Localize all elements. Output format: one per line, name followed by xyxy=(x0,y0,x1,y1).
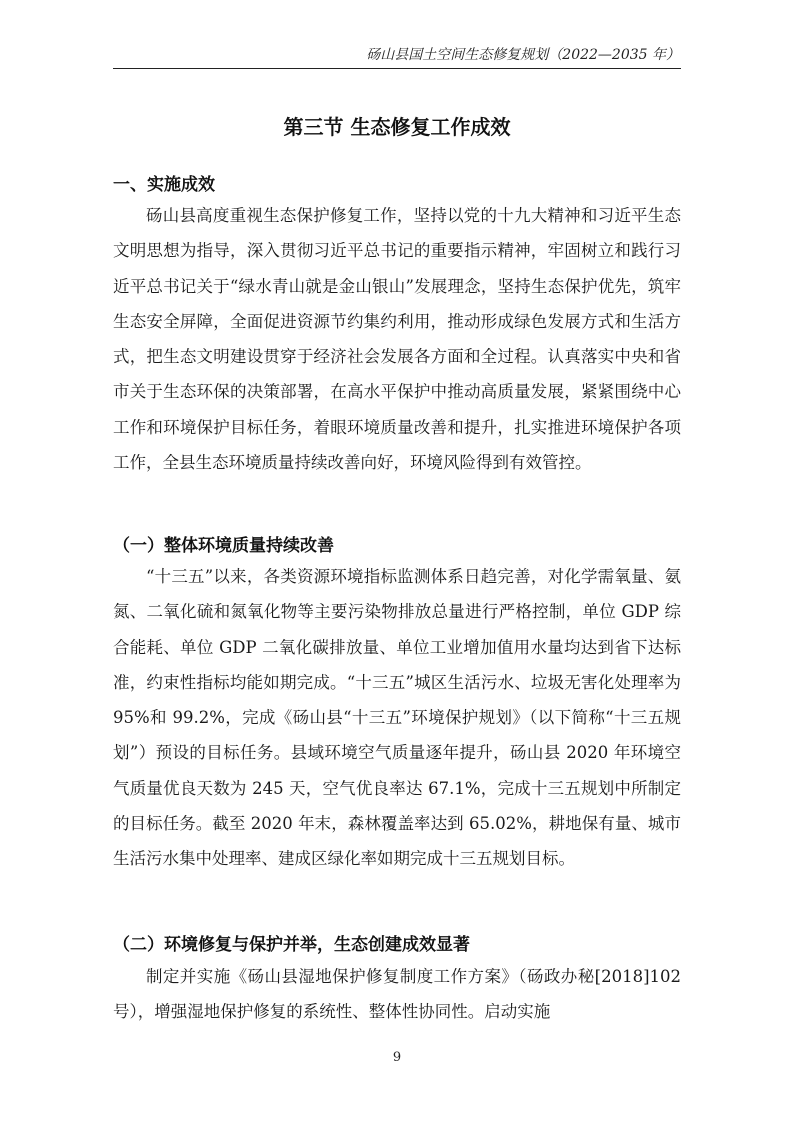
intro-paragraph: 砀山县高度重视生态保护修复工作，坚持以党的十九大精神和习近平生态文明思想为指导，深入贯彻习近平总书记的重要指示精神，牢固树立和践行习近平总书记关于“绿水青山就是金山银山”发展理念，坚持生态保护优先，筑牢生态安全屏障，全面促进资源节约集约利用，推动形成绿色发展方式和生活方式，把生态文明建设贯穿于经济社会发展各方面和全过程。认真落实中央和省市关于生态环保的决策部署，在高水平保护中推动高质量发展，紧紧围绕中心工作和环境保护目标任务，着眼环境质量改善和提升，扎实推进环境保护各项工作，全县生态环境质量持续改善向好，环境风险得到有效管控。 xyxy=(113,206,681,473)
sub-heading-restoration-protection: （二）环境修复与保护并举，生态创建成效显著 xyxy=(113,935,470,955)
running-header: 砀山县国土空间生态修复规划（2022—2035 年） xyxy=(366,47,680,63)
environment-quality-paragraph: “十三五”以来，各类资源环境指标监测体系日趋完善，对化学需氧量、氨氮、二氧化硫和氮氧化物等主要污染物排放总量进行严格控制，单位 GDP 综合能耗、单位 GDP 二氧化碳排放量、单位工业增加值用水量均达到省下达标准，约束性指标均能如期完成。“十三五”城区生活污水、垃圾无害化处理率为 95%和 99.2%，完成《砀山县“十三五”环境保护规划》（以下简称“十三五规划”）预设的目标任务。县域环境空气质量逐年提升，砀山县 2020 年环境空气质量优良天数为 245 天，空气优良率达 67.1%，完成十三五规划中所制定的目标任务。截至 2020 年末，森林覆盖率达到 65.02%，耕地保有量、城市生活污水集中处理率、建成区绿化率如期完成十三五规划目标。 xyxy=(113,567,681,869)
restoration-protection-paragraph: 制定并实施《砀山县湿地保护修复制度工作方案》（砀政办秘[2018]102 号），增强湿地保护修复的系统性、整体性协同性。启动实施 xyxy=(113,967,681,1022)
sub-heading-environment-quality: （一）整体环境质量持续改善 xyxy=(113,536,334,556)
header-divider xyxy=(113,68,681,69)
page-number: 9 xyxy=(392,1050,402,1065)
main-heading: 一、实施成效 xyxy=(113,175,215,195)
section-title: 第三节 生态修复工作成效 xyxy=(283,115,511,139)
